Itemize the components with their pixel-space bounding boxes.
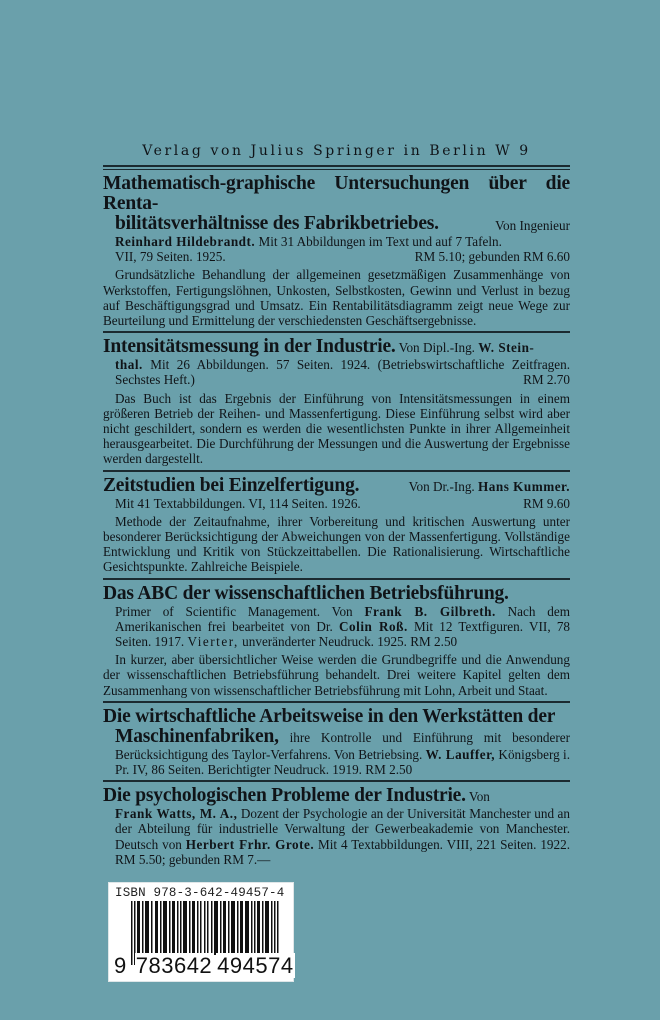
separator-rule [103,701,570,703]
entry-bib-intro: Von [331,603,353,619]
book-entry-watts [103,786,570,867]
entry-bib-details: Mit 26 Abbildungen. 57 Seiten. 1924. (Betriebswirtschaftliche Zeitfragen. Sechstes Heft.) [115,357,571,388]
entry-author: Frank Watts, M. A., [115,806,238,822]
book-entry-steinthal [103,337,570,466]
entry-edition: Vierter, [187,634,239,650]
barcode-digits [114,953,295,979]
isbn-barcode [108,882,294,982]
entry-bib-mid: Dozent der Psychologie an der Universität Manchester und an der Abteilung für industrielle Verwaltung der Gewerbeakademie von Manchester. Deutsch von [115,806,570,852]
entry-subtitle: Primer of Scientific Management. [115,603,321,619]
entry-bib-details: Mit 41 Textabbildungen. VI, 114 Seiten. 1926. [115,495,361,511]
entry-title: Die psychologischen Probleme der Industrie. [103,785,466,807]
entry-price: RM 5.10; gebunden RM 6.60 [414,249,570,265]
entry-bib-mid: Nach dem Amerikanischen frei bearbeitet von Dr. [115,603,570,634]
entry-bib-intro: Von Dipl.-Ing. [398,340,475,356]
entry-translator: Herbert Frhr. Grote. [185,836,315,852]
entry-title: Die wirtschaftliche Arbeitsweise in den Werkstätten der [103,705,556,727]
book-entry-gilbreth [103,584,570,698]
entry-bib-intro: Von Dr.-Ing. [408,478,475,494]
barcode-digit-first: 9 [114,953,127,978]
entry-description: Grundsätzliche Behandlung der allgemeinen gesetzmäßigen Zusammenhänge von Werkstoffen, Fertigungslöhnen, Unkosten, Selbstkosten, Gewinn und Verlust in bezug auf Beschäftigungsgrad und Umsatz. Ein Rentabilitätsdiagramm zeigt neue Wege zur Beurteilung und Ermittelung der verschiedensten Geschäftsergebnisse. [103,267,570,329]
separator-rule [103,578,570,580]
entry-author: Frank B. Gilbreth. [364,603,496,619]
entry-price: RM 5.50; gebunden RM 7.— [115,851,271,867]
entry-bib-details: Mit 12 Textfiguren. VII, 78 Seiten. 1917. [115,618,571,650]
entry-bib-intro: Von Ingenieur [495,218,570,233]
book-back-cover [103,141,570,867]
entry-title: Intensitätsmessung in der Industrie. [103,336,396,358]
entry-title: Zeitstudien bei Einzelfertigung. [103,474,360,496]
separator-rule [103,331,570,333]
entry-description: Methode der Zeitaufnahme, ihrer Vorbereitung und kritischen Auswertung unter besonderer Berücksichtigung der Abweichungen von der Massenfertigung. Vollständige Entwicklung und Kritik von Stückzeittabellen. Die Rationalisierung. Wirtschaftliche Gesichtspunkte. Zahlreiche Beispiele. [103,513,570,575]
entry-translator: Colin Roß. [339,618,408,634]
entry-description: Das Buch ist das Ergebnis der Einführung von Intensitätsmessungen in einem größeren Betrieb der Reihen- und Massenfertigung. Diese Einführung selbst wird aber nicht geschildert, sondern es werden die wesentlichsten Punkte in ihrer Allgemeinheit herausgearbeitet. Die Durchführung der Messungen und die Auswertung der Ergebnisse werden dargestellt. [103,390,570,467]
entry-pages-year: VII, 79 Seiten. 1925. [115,249,226,265]
entry-description: In kurzer, aber übersichtlicher Weise werden die Grundbegriffe und die Anwendung der wissenschaftlichen Betriebsführung behandelt. Drei weitere Kapitel gelten dem Zusammenhang von wissenschaftlicher Betriebsführung mit Lohn, Arbeit und Staat. [103,652,570,698]
entry-title: Mathematisch-graphische Untersuchungen über die Renta- [103,173,570,214]
entry-bib-details: Mit 4 Textabbildungen. VIII, 221 Seiten. 1922. [318,836,570,852]
entry-author: Hans Kummer. [478,478,570,494]
entry-price: RM 2.50 [365,762,413,778]
book-entry-lauffer [103,707,570,777]
entry-title-cont: bilitätsverhältnisse des Fabrikbetriebes. [115,213,439,234]
entry-bib-details: Königsberg i. Pr. IV, 86 Seiten. Berichtigter Neudruck. 1919. [115,746,571,778]
isbn-label: ISBN 978-3-642-49457-4 [115,886,285,900]
entry-bib-intro: ihre Kontrolle und Einführung mit besonderer Berücksichtigung des Taylor-Verfahrens. Von Betriebsing. [115,729,570,762]
entry-title-cont: Maschinenfabriken, [115,725,279,747]
entry-author: W. Lauffer, [425,746,496,762]
entry-bib-intro: Von [468,789,490,805]
entry-price: RM 9.60 [523,495,570,511]
entry-bib-end: unveränderter Neudruck. 1925. [242,634,407,650]
barcode-digit-group-1: 783642 [135,953,213,978]
entry-author-cont: thal. [115,357,143,373]
entry-author: Reinhard Hildebrandt. [115,234,256,249]
barcode-digit-group-2: 494574 [217,953,294,978]
book-entry-hildebrandt [103,174,570,328]
entry-author: W. Stein- [478,340,535,356]
book-entry-kummer [103,476,570,575]
separator-rule [103,470,570,472]
header-double-rule [103,165,570,170]
publisher-header: Verlag von Julius Springer in Berlin W 9 [142,143,531,159]
entry-title: Das ABC der wissenschaftlichen Betriebsführung. [103,582,509,604]
entry-price: RM 2.50 [410,634,458,650]
separator-rule [103,780,570,782]
entry-bib-details: Mit 31 Abbildungen im Text und auf 7 Tafeln. [258,234,502,249]
entry-price: RM 2.70 [523,372,570,388]
